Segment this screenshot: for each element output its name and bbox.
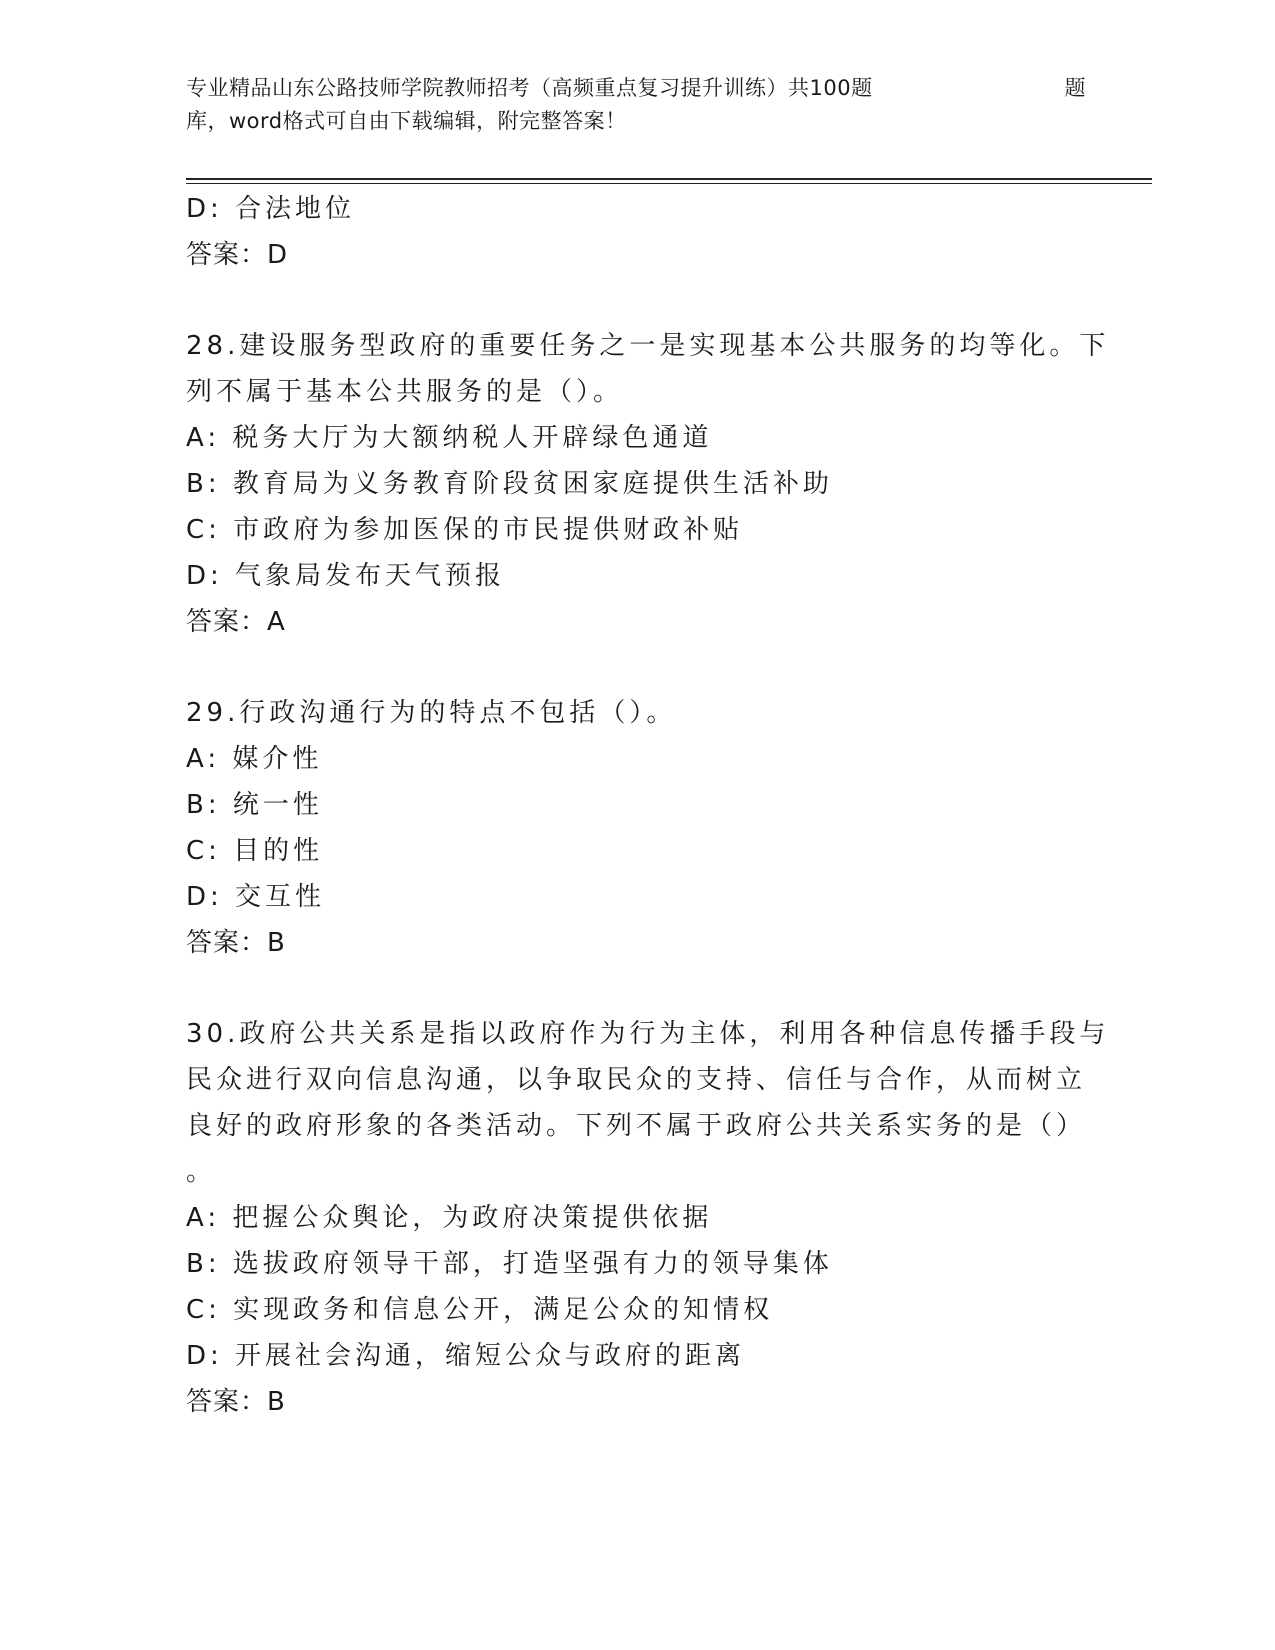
question-stem: 29.行政沟通行为的特点不包括（）。 bbox=[186, 698, 677, 728]
header-divider-thin bbox=[186, 183, 1152, 184]
header-title-tail: 题 bbox=[1064, 76, 1086, 100]
option-c: C: 实现政务和信息公开，满足公众的知情权 bbox=[186, 1295, 774, 1325]
spacer bbox=[186, 278, 1086, 323]
option-a: A: 税务大厅为大额纳税人开辟绿色通道 bbox=[186, 423, 713, 453]
option-d: D: 开展社会沟通，缩短公众与政府的距离 bbox=[186, 1341, 746, 1371]
question-stem: 28.建设服务型政府的重要任务之一是实现基本公共服务的均等化。下 bbox=[186, 331, 1110, 361]
spacer bbox=[186, 645, 1086, 690]
option-d: D: 气象局发布天气预报 bbox=[186, 561, 506, 591]
answer: 答案：B bbox=[186, 1387, 286, 1417]
question-stem: 民众进行双向信息沟通，以争取民众的支持、信任与合作，从而树立 bbox=[186, 1065, 1087, 1095]
option-a: A: 媒介性 bbox=[186, 744, 323, 774]
option-c: C: 市政府为参加医保的市民提供财政补贴 bbox=[186, 515, 744, 545]
question-stem: 。 bbox=[186, 1157, 217, 1187]
header-line-1 bbox=[186, 72, 1086, 105]
carry-answer: 答案：D bbox=[186, 240, 289, 270]
option-a: A: 把握公众舆论，为政府决策提供依据 bbox=[186, 1203, 713, 1233]
option-c: C: 目的性 bbox=[186, 836, 324, 866]
question-stem: 良好的政府形象的各类活动。下列不属于政府公共关系实务的是（） bbox=[186, 1111, 1087, 1141]
answer: 答案：B bbox=[186, 928, 286, 958]
question-stem: 30.政府公共关系是指以政府作为行为主体，利用各种信息传播手段与 bbox=[186, 1019, 1110, 1049]
header-title: 专业精品山东公路技师学院教师招考（高频重点复习提升训练）共100题 bbox=[186, 76, 873, 100]
answer: 答案：A bbox=[186, 607, 286, 637]
question-29 bbox=[186, 690, 1086, 966]
carry-option-d: D: 合法地位 bbox=[186, 194, 356, 224]
option-b: B: 统一性 bbox=[186, 790, 323, 820]
header-line-2: 库，word格式可自由下载编辑，附完整答案！ bbox=[186, 109, 627, 133]
option-b: B: 教育局为义务教育阶段贫困家庭提供生活补助 bbox=[186, 469, 833, 499]
question-30 bbox=[186, 1011, 1110, 1425]
header-divider-thick bbox=[186, 178, 1152, 180]
spacer bbox=[186, 966, 1086, 1011]
option-b: B: 选拔政府领导干部，打造坚强有力的领导集体 bbox=[186, 1249, 833, 1279]
question-28 bbox=[186, 323, 1110, 645]
question-stem: 列不属于基本公共服务的是（）。 bbox=[186, 377, 624, 407]
option-d: D: 交互性 bbox=[186, 882, 326, 912]
page-header bbox=[186, 72, 1086, 138]
document-body bbox=[186, 186, 1110, 1425]
